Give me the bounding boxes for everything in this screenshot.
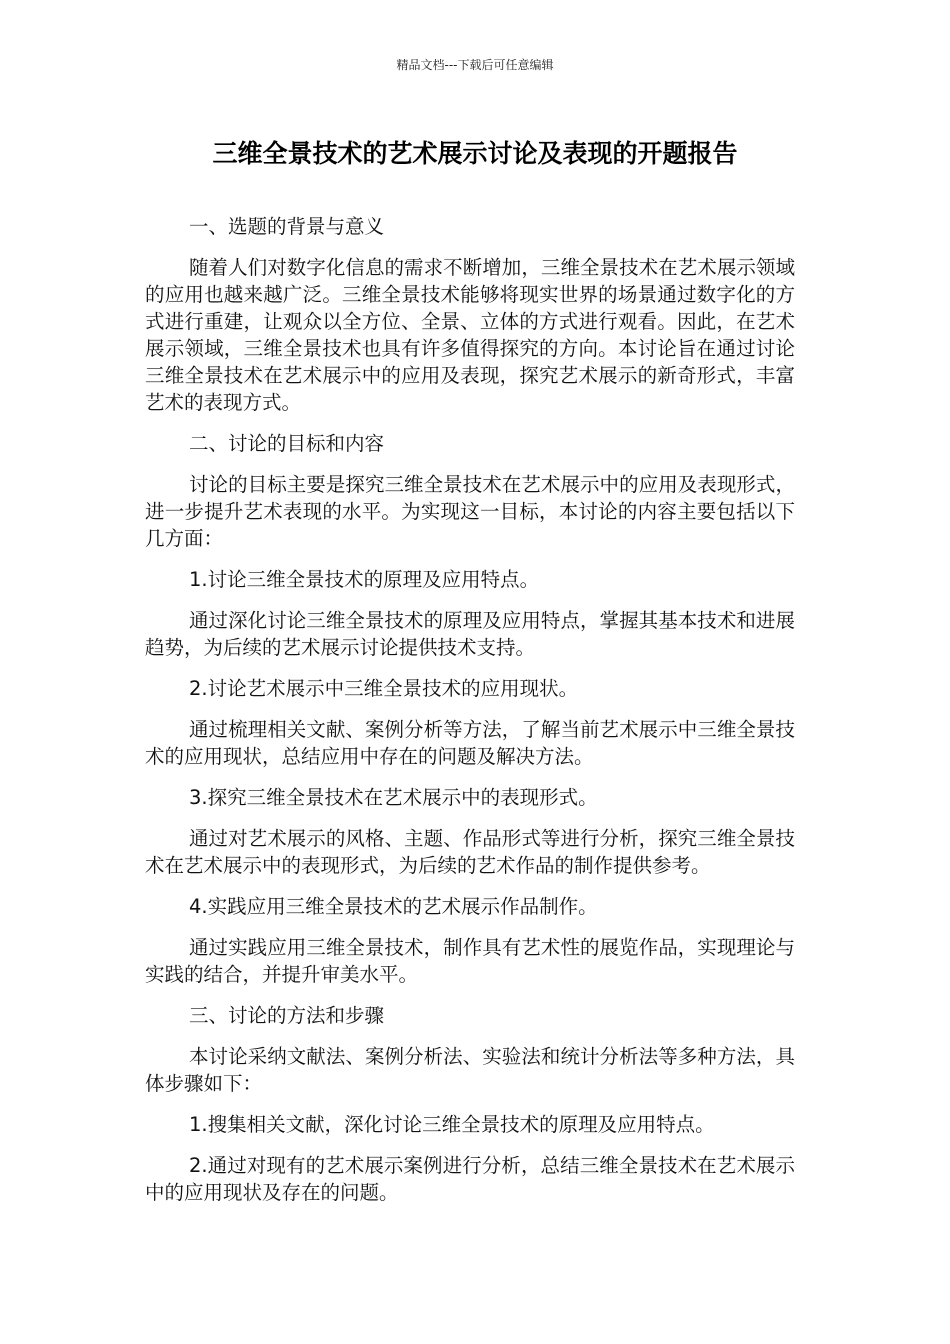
section-heading-goals: 二、讨论的目标和内容 — [189, 432, 385, 455]
paragraph-item-2: 通过梳理相关文献、案例分析等方法，了解当前艺术展示中三维全景技术的应用现状，总结应用中存在的问题及解决方法。 — [145, 718, 795, 768]
section-heading-methods: 三、讨论的方法和步骤 — [189, 1004, 385, 1027]
document-title: 三维全景技术的艺术展示讨论及表现的开题报告 — [212, 139, 738, 168]
paragraph-background: 随着人们对数字化信息的需求不断增加，三维全景技术在艺术展示领域的应用也越来越广泛。三维全景技术能够将现实世界的场景通过数字化的方式进行重建，让观众以全方位、全景、立体的方式进行观看。因此，在艺术展示领域，三维全景技术也具有许多值得探究的方向。本讨论旨在通过讨论三维全景技术在艺术展示中的应用及表现，探究艺术展示的新奇形式，丰富艺术的表现方式。 — [145, 256, 795, 414]
paragraph-item-4: 通过实践应用三维全景技术，制作具有艺术性的展览作品，实现理论与实践的结合，并提升审美水平。 — [145, 936, 795, 986]
step-item-2: 2.通过对现有的艺术展示案例进行分析，总结三维全景技术在艺术展示中的应用现状及存在的问题。 — [145, 1154, 795, 1204]
section-heading-background: 一、选题的背景与意义 — [189, 215, 385, 238]
paragraph-methods: 本讨论采纳文献法、案例分析法、实验法和统计分析法等多种方法，具体步骤如下： — [145, 1045, 795, 1095]
paragraph-item-3: 通过对艺术展示的风格、主题、作品形式等进行分析，探究三维全景技术在艺术展示中的表现形式，为后续的艺术作品的制作提供参考。 — [145, 827, 795, 877]
list-item-2: 2.讨论艺术展示中三维全景技术的应用现状。 — [189, 677, 579, 700]
document-body — [145, 213, 795, 1220]
header-note: 精品文档---下载后可任意编辑 — [396, 58, 554, 72]
list-item-3: 3.探究三维全景技术在艺术展示中的表现形式。 — [189, 786, 598, 809]
list-item-4: 4.实践应用三维全景技术的艺术展示作品制作。 — [189, 895, 598, 918]
paragraph-goals: 讨论的目标主要是探究三维全景技术在艺术展示中的应用及表现形式，进一步提升艺术表现的水平。为实现这一目标，本讨论的内容主要包括以下几方面： — [145, 473, 795, 550]
step-item-1: 1.搜集相关文献，深化讨论三维全景技术的原理及应用特点。 — [189, 1113, 715, 1136]
paragraph-item-1: 通过深化讨论三维全景技术的原理及应用特点，掌握其基本技术和进展趋势，为后续的艺术展示讨论提供技术支持。 — [145, 609, 795, 659]
list-item-1: 1.讨论三维全景技术的原理及应用特点。 — [189, 568, 540, 591]
